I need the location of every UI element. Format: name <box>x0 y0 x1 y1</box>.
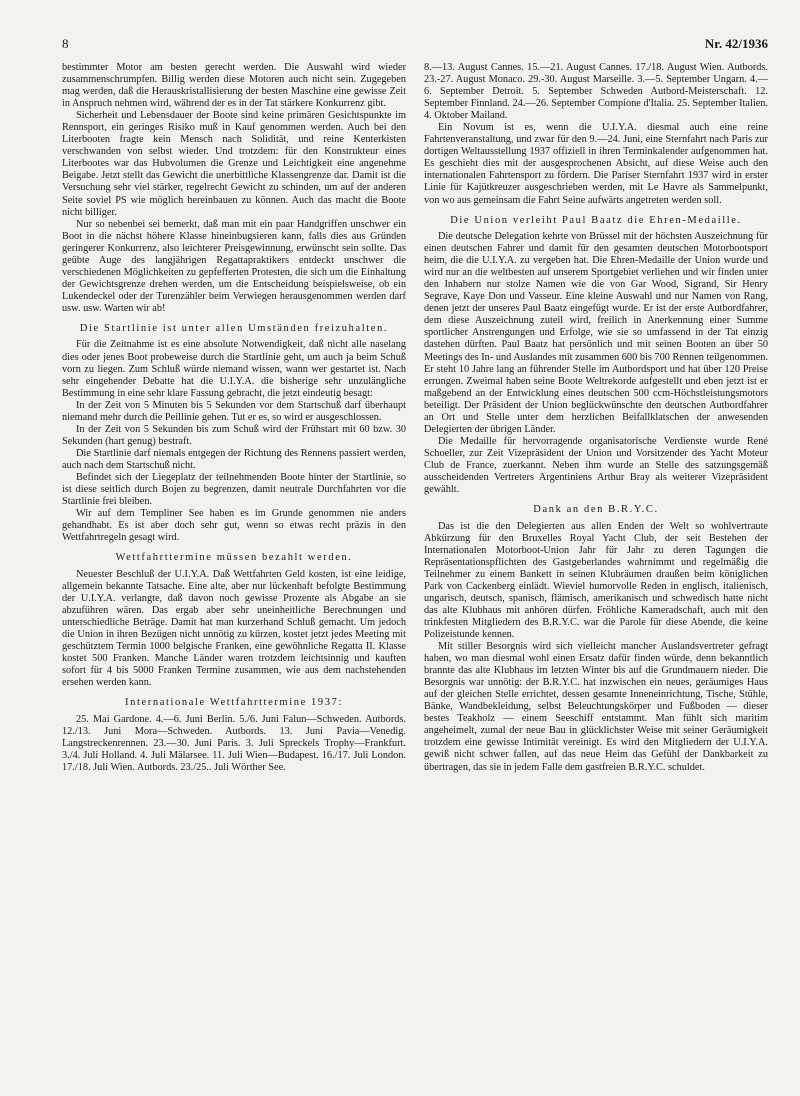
left-column-paragraph: Wir auf dem Templiner See haben es im Grunde genommen nie anders gehandhabt. Es ist aber doch sehr gut, wenn so etwas recht präzis in den Wettfahrtregeln gesagt wird. <box>62 508 406 544</box>
left-column-heading: Wettfahrttermine müssen bezahlt werden. <box>115 552 353 564</box>
left-column-heading: Internationale Wettfahrttermine 1937: <box>125 697 343 709</box>
page-number: 8 <box>62 36 69 51</box>
left-column-paragraph: Neuester Beschluß der U.I.Y.A. Daß Wettfahrten Geld kosten, ist eine leidige, allgemein bekannte Tatsache. Eine alte, aber nur lückenhaft befolgte Bestimmung der U.I.Y.A. verlangte, daß davon noch gewisse Prozente als Abgabe an sie abzuführen wären. Das ergab aber sehr uneinheitliche Berechnungen und unterschiedliche Beträge. Damit hat man kurzerhand Schluß gemacht. Um jedoch die Union in ihren Bezügen nicht unnötig zu kürzen, kostet jetzt jedes Meeting mit geschütztem Termin 1000 belgische Franken, eine gewöhnliche Regatta II. Klasse kostet 500 Franken. Manche Länder waren trotzdem leichtsinnig und kauften sofort für 4 bis 5000 Franken Termine zusammen, wie aus dem nachstehenden ersehen werden kann. <box>62 568 406 689</box>
left-column-paragraph: Befindet sich der Liegeplatz der teilnehmenden Boote hinter der Startlinie, so ist diese seitlich durch Bojen zu begrenzen, damit neutrale Durchfahrten vor die Startlinie frei bleiben. <box>62 472 406 508</box>
left-column-paragraph: Nur so nebenbei sei bemerkt, daß man mit ein paar Handgriffen unschwer ein Boot in die nächst höhere Klasse hineinbugsieren kann, falls dies aus Gründen geringerer Konkurrenz, also leichterer Preisgewinnung, erwünscht sein sollte. Das geübte Auge des langjährigen Regattapraktikers entdeckt unschwer die verschiedenen Möglichkeiten zu gepfefferten Protesten, die sich um die Einhaltung der Gewichtsgrenze drehen werden, um die Entscheidung beispielsweise, ob ein Lukendeckel oder der Turenzähler beim Verwiegen herausgenommen werden darf usw. usw. Warten wir ab! <box>62 218 406 314</box>
right-column-heading: Dank an den B.R.Y.C. <box>533 504 659 516</box>
left-column-paragraph: 25. Mai Gardone. 4.—6. Juni Berlin. 5./6. Juni Falun—Schweden. Autbords. 12./13. Juni Mora—Schweden. Autbords. 13. Juni Pavia—Venedig. Langstreckenrennen. 23.—30. Juni Paris. 3. Juli Spreckels Trophy—Frankfurt. 3./4. Juli Holland. 4. Juli Mälarsee. 11. Juli Wien—Budapest. 16./17. Juli London. 17./18. Juli Wien. Autbords. 23./25.. Juli Wörther See. <box>62 713 406 773</box>
page-header <box>62 36 768 54</box>
left-column-paragraph: Für die Zeitnahme ist es eine absolute Notwendigkeit, daß nicht alle naselang dies oder jenes Boot probeweise durch die Startlinie geht, um auch ja beim Schuß vorn zu liegen. Zum Schluß würde niemand wissen, wann wer gestartet ist. Nach sehr eingehender Debatte hat die U.I.Y.A. die bisherige sehr unzulängliche Bestimmung in eine sehr klare Fassung gebracht, die jetzt eindeutig besagt: <box>62 339 406 399</box>
right-column-paragraph: Mit stiller Besorgnis wird sich vielleicht mancher Auslandsvertreter gefragt haben, wo man diesmal wohl einen Ersatz dafür finden würde, denn bekanntlich brannte das alte Klubhaus im letzten Winter bis auf die Grundmauern nieder. Die Besorgnis war unnötig: der B.R.Y.C. hat inzwischen ein neues, geräumiges Haus auf der gleichen Stelle errichtet, dessen gesamte Inneneinrichtung, Tische, Stühle, Bänke, Wandbekleidung, selbst Beleuchtungskörper und Fußboden — dieser bestes Teakholz — einem Seeschiff entstammt. Man fühlt sich maritim angeheimelt, zumal der neue Bau in glücklichster Weise mit seiner Geräumigkeit trotzdem eine gewisse Intimität vereinigt. Es wird den Mitgliedern der U.I.Y.A. gewiß nicht schwer fallen, auf das neue Heim das Gefühl der Dankbarkeit zu übertragen, das sie in jedem Falle dem gastfreien B.R.Y.C. schuldet. <box>424 641 768 773</box>
right-column-paragraph: Die Medaille für hervorragende organisatorische Verdienste wurde René Schoeller, zur Zeit Vizepräsident der Union und Vorsitzender des Yacht Moteur Club de France, zuerkannt. Neben ihm wurde an Stelle des satzungsgemäß ausscheidenden Vertreters Argentiniens Arthur Bray als weiterer Vizepräsident gewählt. <box>424 435 768 496</box>
left-column-paragraph: Die Startlinie darf niemals entgegen der Richtung des Rennens passiert werden, auch nach dem Startschuß nicht. <box>62 447 406 471</box>
right-column-paragraph: Ein Novum ist es, wenn die U.I.Y.A. diesmal auch eine reine Fahrtenveranstaltung, und zwar für den 9.—24. Juni, eine Sternfahrt nach Paris zur dortigen Weltausstellung 1937 offiziell in ihren Terminkalender aufgenommen hat. Es geschieht dies mit der ausgesprochenen Absicht, auf diese Weise auch den internationalen Fahrtensport zu fördern. Die Pariser Sternfahrt 1937 wird in erster Linie für Kajütkreuzer ausgeschrieben werden, mit Le Havre als Sammelpunkt, von wo aus gemeinsam die Fahrt Seine aufwärts angetreten werden soll. <box>424 122 768 206</box>
left-column-heading: Die Startlinie ist unter allen Umständen freizuhalten. <box>79 322 389 334</box>
right-column <box>424 62 768 774</box>
left-column-paragraph: In der Zeit von 5 Sekunden bis zum Schuß wird der Frühstart mit 60 bzw. 30 Sekunden (hart genug) bestraft. <box>62 423 406 447</box>
right-column-heading: Die Union verleiht Paul Baatz die Ehren-Medaille. <box>450 214 742 226</box>
left-column-paragraph: Sicherheit und Lebensdauer der Boote sind keine primären Gesichtspunkte im Rennsport, ein geringes Risiko muß in Kauf genommen werden. Auch bei den Literbooten fragte kein Mensch nach Solidität, und reine Kenterkisten verschwanden von selbst wieder. Und trotzdem: für den Konstrukteur eines Literbootes war das Hubvolumen die Grenze und Leichtigkeit eine angenehme Beigabe. Jetzt stellt das Gewicht die unerbittliche Klassengrenze dar. Damit ist die Versuchung sehr viel stärker, regelrecht Gewicht zu schinden, um auf der anderen Seite soviel PS wie möglich hereinbauen zu können. Auch das macht die Boote nicht billiger. <box>62 110 406 218</box>
left-column-paragraph: bestimmter Motor am besten gerecht werden. Die Auswahl wird wieder zusammenschrumpfen. Billig werden diese Motoren auch nicht sein. Zugegeben mag werden, daß die Herauskristallisierung der besten Maschine eine gewisse Zeit in Anspruch nehmen wird, während der es in der Tat stärkere Konkurrenz gibt. <box>62 62 406 110</box>
left-column-paragraph: In der Zeit von 5 Minuten bis 5 Sekunden vor dem Startschuß darf überhaupt niemand mehr durch die Peillinie gehen. Tut er es, so wird er ausgeschlossen. <box>62 399 406 423</box>
left-column <box>62 62 406 774</box>
right-column-paragraph: Die deutsche Delegation kehrte von Brüssel mit der höchsten Auszeichnung für einen deutschen Fahrer und damit für den gesamten deutschen Motorbootsport heim, die die U.I.Y.A. zu vergeben hat. Die Ehren-Medaille der Union wurde und wird nur an die weltbesten auf unserem Sportgebiet verliehen und wir finden unter den Inhabern nur stolze Namen wie die von Gar Wood, Sigrand, Sir Henry Segrave, Kaye Don und Vasseur. Eine kleine Auswahl und nur Namen von Rang, denen jetzt der unseres Paul Baatz eingefügt wurde. Er ist der erste Autbordfahrer, dem diese Auszeichnung zuteil wird, freilich in Anerkennung einer Summe sportlicher Anstrengungen und Erfolge, wie sie so umfassend in der Tat einzig dastehen dürften. Paul Baatz hat persönlich und mit seinen Booten an über 50 Meetings des In- und Auslandes mit zusammen 600 bis 700 Rennen teilgenommen. Er steht 10 Jahre lang an führender Stelle im Autbordsport und hat über 120 Preise errungen. Zweimal haben seine Boote Weltrekorde aufgestellt und eben jetzt ist er maßgebend an der Entwicklung eines deutschen 500 ccm-Höchstleistungsmotors beteiligt. Der Präsident der Union beglückwünschte den deutschen Autbordfahrer an Ort und Stelle unter dem herzlichen Beifallklatschen der anwesenden Delegierten der übrigen Länder. <box>424 231 768 435</box>
issue-number: Nr. 42/1936 <box>704 36 768 51</box>
right-column-paragraph: Das ist die den Delegierten aus allen Enden der Welt so wohlvertraute Abkürzung für den Bruxelles Royal Yacht Club, der seit Bestehen der Internationalen Motorboot-Union Jahr für Jahr zu deren Tagungen die Repräsentationspflichten des Gastgeberlandes wahrnimmt und regelmäßig die Teilnehmer zu einem Bankett in seinen Klubräumen draußen beim königlichen Park von Cackenberg einlädt. Wieviel humorvolle Reden in englisch, italienisch, ungarisch, deutsch, spanisch, flämisch, amerikanisch und schwedisch hatte nicht das alte Klubhaus mit anhören dürfen. Fröhliche Kameradschaft, auch mit den trinkfesten Mitgliedern des B.R.Y.C. war die Parole für diese Abende, die keine Polizeistunde kennen. <box>424 520 768 641</box>
right-column-paragraph: 8.—13. August Cannes. 15.—21. August Cannes. 17./18. August Wien. Autbords. 23.-27. August Monaco. 29.-30. August Marseille. 3.—5. September Ungarn. 4.—6. September Detroit. 5. September Schweden Autbord-Meisterschaft. 12. September Finnland. 24.—26. September Compione d'Italia. 25. September Italien. 4. Oktober Mailand. <box>424 62 768 122</box>
